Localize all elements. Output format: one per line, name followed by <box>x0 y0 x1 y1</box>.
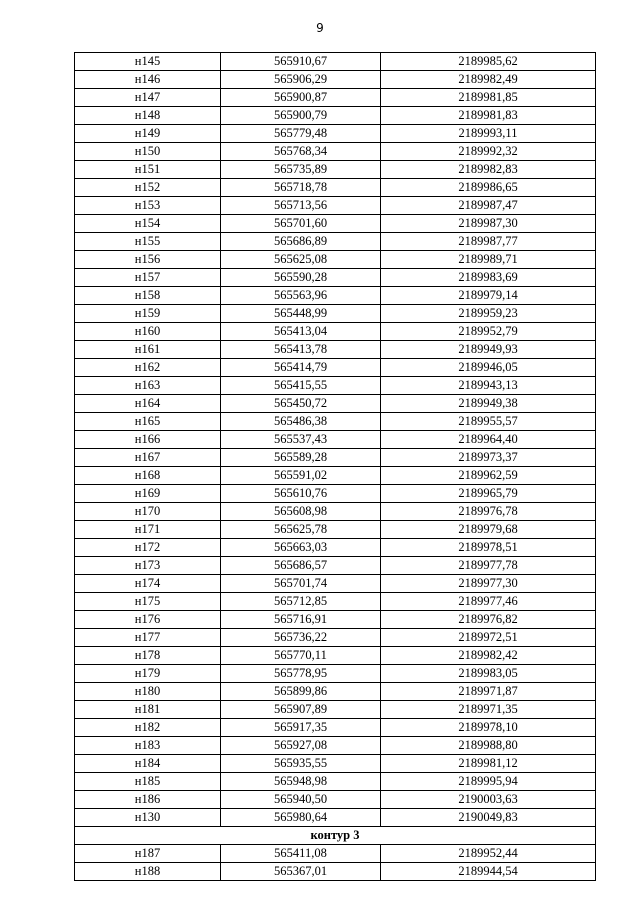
x-coordinate-cell: 565537,43 <box>221 431 381 449</box>
table-row <box>75 665 596 683</box>
y-coordinate-cell: 2189982,49 <box>381 71 596 89</box>
x-coordinate-cell: 565610,76 <box>221 485 381 503</box>
point-id-cell: н156 <box>75 251 221 269</box>
x-coordinate-cell: 565735,89 <box>221 161 381 179</box>
x-coordinate-cell: 565736,22 <box>221 629 381 647</box>
table-row <box>75 269 596 287</box>
y-coordinate-cell: 2190003,63 <box>381 791 596 809</box>
point-id-cell: н170 <box>75 503 221 521</box>
y-coordinate-cell: 2189993,11 <box>381 125 596 143</box>
y-coordinate-cell: 2189955,57 <box>381 413 596 431</box>
x-coordinate-cell: 565948,98 <box>221 773 381 791</box>
x-coordinate-cell: 565778,95 <box>221 665 381 683</box>
x-coordinate-cell: 565899,86 <box>221 683 381 701</box>
table-row <box>75 575 596 593</box>
point-id-cell: н157 <box>75 269 221 287</box>
point-id-cell: н149 <box>75 125 221 143</box>
y-coordinate-cell: 2189943,13 <box>381 377 596 395</box>
x-coordinate-cell: 565701,74 <box>221 575 381 593</box>
table-row <box>75 737 596 755</box>
x-coordinate-cell: 565907,89 <box>221 701 381 719</box>
table-row <box>75 395 596 413</box>
y-coordinate-cell: 2189992,32 <box>381 143 596 161</box>
point-id-cell: н173 <box>75 557 221 575</box>
point-id-cell: н152 <box>75 179 221 197</box>
point-id-cell: н151 <box>75 161 221 179</box>
point-id-cell: н150 <box>75 143 221 161</box>
x-coordinate-cell: 565563,96 <box>221 287 381 305</box>
point-id-cell: н148 <box>75 107 221 125</box>
y-coordinate-cell: 2189962,59 <box>381 467 596 485</box>
y-coordinate-cell: 2189982,42 <box>381 647 596 665</box>
table-row <box>75 539 596 557</box>
y-coordinate-cell: 2189946,05 <box>381 359 596 377</box>
point-id-cell: н184 <box>75 755 221 773</box>
x-coordinate-cell: 565910,67 <box>221 53 381 71</box>
x-coordinate-cell: 565414,79 <box>221 359 381 377</box>
point-id-cell: н155 <box>75 233 221 251</box>
y-coordinate-cell: 2189986,65 <box>381 179 596 197</box>
x-coordinate-cell: 565448,99 <box>221 305 381 323</box>
table-row <box>75 341 596 359</box>
point-id-cell: н177 <box>75 629 221 647</box>
table-row <box>75 179 596 197</box>
table-row <box>75 521 596 539</box>
x-coordinate-cell: 565608,98 <box>221 503 381 521</box>
y-coordinate-cell: 2189981,12 <box>381 755 596 773</box>
table-row <box>75 647 596 665</box>
point-id-cell: н154 <box>75 215 221 233</box>
point-id-cell: н183 <box>75 737 221 755</box>
y-coordinate-cell: 2189944,54 <box>381 863 596 881</box>
point-id-cell: н166 <box>75 431 221 449</box>
point-id-cell: н162 <box>75 359 221 377</box>
table-row <box>75 755 596 773</box>
table-row <box>75 845 596 863</box>
page-number: 9 <box>316 21 324 35</box>
y-coordinate-cell: 2190049,83 <box>381 809 596 827</box>
table-row <box>75 215 596 233</box>
point-id-cell: н165 <box>75 413 221 431</box>
y-coordinate-cell: 2189981,83 <box>381 107 596 125</box>
y-coordinate-cell: 2189977,78 <box>381 557 596 575</box>
y-coordinate-cell: 2189985,62 <box>381 53 596 71</box>
y-coordinate-cell: 2189959,23 <box>381 305 596 323</box>
y-coordinate-cell: 2189977,46 <box>381 593 596 611</box>
x-coordinate-cell: 565935,55 <box>221 755 381 773</box>
table-row <box>75 413 596 431</box>
x-coordinate-cell: 565768,34 <box>221 143 381 161</box>
x-coordinate-cell: 565779,48 <box>221 125 381 143</box>
table-row <box>75 431 596 449</box>
y-coordinate-cell: 2189978,10 <box>381 719 596 737</box>
y-coordinate-cell: 2189979,68 <box>381 521 596 539</box>
table-row <box>75 683 596 701</box>
point-id-cell: н175 <box>75 593 221 611</box>
y-coordinate-cell: 2189977,30 <box>381 575 596 593</box>
point-id-cell: н186 <box>75 791 221 809</box>
x-coordinate-cell: 565589,28 <box>221 449 381 467</box>
table-row <box>75 233 596 251</box>
x-coordinate-cell: 565900,79 <box>221 107 381 125</box>
y-coordinate-cell: 2189978,51 <box>381 539 596 557</box>
table-row <box>75 125 596 143</box>
x-coordinate-cell: 565450,72 <box>221 395 381 413</box>
point-id-cell: н145 <box>75 53 221 71</box>
point-id-cell: н180 <box>75 683 221 701</box>
x-coordinate-cell: 565712,85 <box>221 593 381 611</box>
x-coordinate-cell: 565625,78 <box>221 521 381 539</box>
point-id-cell: н168 <box>75 467 221 485</box>
table-row <box>75 611 596 629</box>
y-coordinate-cell: 2189976,82 <box>381 611 596 629</box>
y-coordinate-cell: 2189949,93 <box>381 341 596 359</box>
table-row <box>75 593 596 611</box>
point-id-cell: н164 <box>75 395 221 413</box>
point-id-cell: н163 <box>75 377 221 395</box>
point-id-cell: н171 <box>75 521 221 539</box>
point-id-cell: н178 <box>75 647 221 665</box>
y-coordinate-cell: 2189976,78 <box>381 503 596 521</box>
table-row <box>75 863 596 881</box>
x-coordinate-cell: 565718,78 <box>221 179 381 197</box>
y-coordinate-cell: 2189971,87 <box>381 683 596 701</box>
y-coordinate-cell: 2189982,83 <box>381 161 596 179</box>
x-coordinate-cell: 565917,35 <box>221 719 381 737</box>
x-coordinate-cell: 565900,87 <box>221 89 381 107</box>
table-row <box>75 773 596 791</box>
point-id-cell: н185 <box>75 773 221 791</box>
x-coordinate-cell: 565415,55 <box>221 377 381 395</box>
point-id-cell: н182 <box>75 719 221 737</box>
y-coordinate-cell: 2189983,05 <box>381 665 596 683</box>
x-coordinate-cell: 565686,57 <box>221 557 381 575</box>
x-coordinate-cell: 565411,08 <box>221 845 381 863</box>
table-row <box>75 557 596 575</box>
x-coordinate-cell: 565770,11 <box>221 647 381 665</box>
x-coordinate-cell: 565486,38 <box>221 413 381 431</box>
y-coordinate-cell: 2189952,79 <box>381 323 596 341</box>
table-row <box>75 467 596 485</box>
x-coordinate-cell: 565980,64 <box>221 809 381 827</box>
coordinates-table-body <box>75 53 596 881</box>
table-row <box>75 809 596 827</box>
y-coordinate-cell: 2189987,77 <box>381 233 596 251</box>
point-id-cell: н187 <box>75 845 221 863</box>
table-row <box>75 197 596 215</box>
y-coordinate-cell: 2189972,51 <box>381 629 596 647</box>
x-coordinate-cell: 565686,89 <box>221 233 381 251</box>
x-coordinate-cell: 565413,78 <box>221 341 381 359</box>
x-coordinate-cell: 565663,03 <box>221 539 381 557</box>
x-coordinate-cell: 565906,29 <box>221 71 381 89</box>
point-id-cell: н188 <box>75 863 221 881</box>
x-coordinate-cell: 565940,50 <box>221 791 381 809</box>
table-row <box>75 287 596 305</box>
point-id-cell: н167 <box>75 449 221 467</box>
point-id-cell: н130 <box>75 809 221 827</box>
x-coordinate-cell: 565701,60 <box>221 215 381 233</box>
table-row <box>75 143 596 161</box>
section-header-row <box>75 827 596 845</box>
table-row <box>75 701 596 719</box>
section-label: контур 3 <box>75 827 596 845</box>
table-row <box>75 107 596 125</box>
table-row <box>75 503 596 521</box>
point-id-cell: н174 <box>75 575 221 593</box>
table-row <box>75 485 596 503</box>
table-row <box>75 719 596 737</box>
point-id-cell: н161 <box>75 341 221 359</box>
table-row <box>75 251 596 269</box>
table-row <box>75 161 596 179</box>
y-coordinate-cell: 2189952,44 <box>381 845 596 863</box>
x-coordinate-cell: 565591,02 <box>221 467 381 485</box>
point-id-cell: н176 <box>75 611 221 629</box>
y-coordinate-cell: 2189971,35 <box>381 701 596 719</box>
x-coordinate-cell: 565590,28 <box>221 269 381 287</box>
table-row <box>75 791 596 809</box>
y-coordinate-cell: 2189964,40 <box>381 431 596 449</box>
y-coordinate-cell: 2189988,80 <box>381 737 596 755</box>
table-row <box>75 629 596 647</box>
point-id-cell: н153 <box>75 197 221 215</box>
y-coordinate-cell: 2189965,79 <box>381 485 596 503</box>
y-coordinate-cell: 2189949,38 <box>381 395 596 413</box>
table-row <box>75 359 596 377</box>
point-id-cell: н158 <box>75 287 221 305</box>
table-row <box>75 89 596 107</box>
point-id-cell: н169 <box>75 485 221 503</box>
point-id-cell: н147 <box>75 89 221 107</box>
point-id-cell: н172 <box>75 539 221 557</box>
x-coordinate-cell: 565713,56 <box>221 197 381 215</box>
x-coordinate-cell: 565625,08 <box>221 251 381 269</box>
x-coordinate-cell: 565413,04 <box>221 323 381 341</box>
y-coordinate-cell: 2189981,85 <box>381 89 596 107</box>
coordinates-table <box>74 52 596 881</box>
x-coordinate-cell: 565927,08 <box>221 737 381 755</box>
table-row <box>75 305 596 323</box>
y-coordinate-cell: 2189973,37 <box>381 449 596 467</box>
point-id-cell: н159 <box>75 305 221 323</box>
point-id-cell: н181 <box>75 701 221 719</box>
y-coordinate-cell: 2189979,14 <box>381 287 596 305</box>
y-coordinate-cell: 2189987,30 <box>381 215 596 233</box>
table-row <box>75 71 596 89</box>
x-coordinate-cell: 565367,01 <box>221 863 381 881</box>
point-id-cell: н179 <box>75 665 221 683</box>
y-coordinate-cell: 2189995,94 <box>381 773 596 791</box>
point-id-cell: н160 <box>75 323 221 341</box>
y-coordinate-cell: 2189989,71 <box>381 251 596 269</box>
table-row <box>75 449 596 467</box>
y-coordinate-cell: 2189983,69 <box>381 269 596 287</box>
y-coordinate-cell: 2189987,47 <box>381 197 596 215</box>
table-row <box>75 53 596 71</box>
table-row <box>75 377 596 395</box>
point-id-cell: н146 <box>75 71 221 89</box>
x-coordinate-cell: 565716,91 <box>221 611 381 629</box>
table-row <box>75 323 596 341</box>
